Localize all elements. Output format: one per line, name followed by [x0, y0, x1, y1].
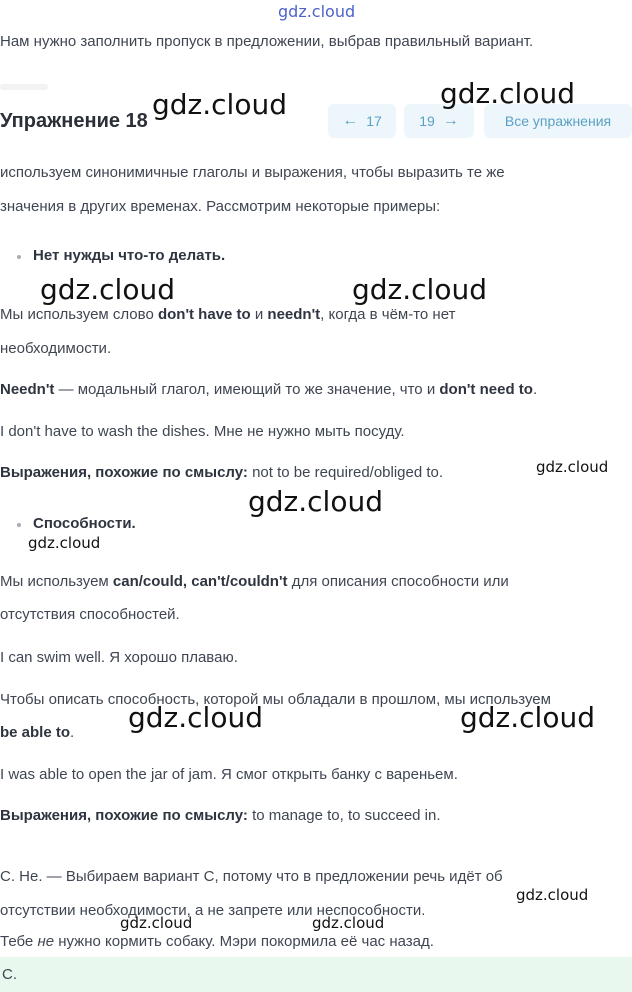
paragraph-1-line-1: используем синонимичные глаголы и выражения, чтобы выразить те же	[0, 164, 505, 181]
paragraph-6-line-1: Мы используем can/could, can't/couldn't для описания способности или	[0, 573, 509, 590]
arrow-right-icon: →	[442, 112, 459, 129]
prev-exercise-button[interactable]	[328, 104, 396, 138]
paragraph-6-line-2: отсутствия способностей.	[0, 606, 180, 623]
watermark: gdz.cloud	[460, 701, 595, 734]
example-2: I can swim well. Я хорошо плаваю.	[0, 649, 238, 666]
paragraph-2-line-2: необходимости.	[0, 340, 112, 357]
example-3: I was able to open the jar of jam. Я смог открыть банку с вареньем.	[0, 766, 458, 783]
translation: Тебе не нужно кормить собаку. Мэри покормила её час назад.	[0, 933, 434, 950]
watermark: gdz.cloud	[516, 886, 589, 904]
explanation-line-1: C. Не. — Выбираем вариант C, потому что в предложении речь идёт об	[0, 868, 503, 885]
paragraph-8-line-2: be able to.	[0, 724, 75, 741]
paragraph-2-line-1: Мы используем слово don't have to и needn't, когда в чём-то нет	[0, 306, 456, 323]
bullet-2-text: Способности.	[33, 515, 136, 532]
paragraph-8-line-1: Чтобы описать способность, которой мы обладали в прошлом, мы используем	[0, 691, 551, 708]
intro-text: Нам нужно заполнить пропуск в предложении, выбрав правильный вариант.	[0, 33, 534, 50]
watermark: gdz.cloud	[312, 914, 385, 932]
prev-exercise-label: 17	[366, 113, 382, 129]
bullet-dot	[17, 523, 21, 527]
watermark: gdz.cloud	[40, 273, 175, 306]
watermark: gdz.cloud	[248, 485, 383, 518]
paragraph-3: Needn't — модальный глагол, имеющий то же значение, что и don't need to.	[0, 381, 538, 398]
arrow-left-icon: ←	[342, 112, 359, 129]
watermark: gdz.cloud	[440, 77, 575, 110]
all-exercises-label: Все упражнения	[504, 113, 612, 129]
watermark: gdz.cloud	[352, 273, 487, 306]
example-1: I don't have to wash the dishes. Мне не нужно мыть посуду.	[0, 423, 405, 440]
watermark: gdz.cloud	[128, 701, 263, 734]
watermark: gdz.cloud	[28, 534, 101, 552]
answer-text: C.	[2, 966, 17, 983]
watermark-top: gdz.cloud	[278, 2, 356, 21]
watermark: gdz.cloud	[120, 914, 193, 932]
page-title: Упражнение 18	[0, 110, 148, 132]
explanation-line-2: отсутствии необходимости, а не запрете или неспособности.	[0, 902, 426, 919]
watermark: gdz.cloud	[152, 88, 287, 121]
bullet-1-text: Нет нужды что-то делать.	[33, 247, 226, 264]
paragraph-10: Выражения, похожие по смыслу: to manage to, to succeed in.	[0, 807, 441, 824]
bullet-dot	[17, 255, 21, 259]
paragraph-5: Выражения, похожие по смыслу: not to be required/obliged to.	[0, 464, 444, 481]
answer-box	[0, 957, 632, 992]
paragraph-1-line-2: значения в других временах. Рассмотрим некоторые примеры:	[0, 198, 441, 215]
next-exercise-label: 19	[419, 113, 435, 129]
divider	[0, 84, 48, 90]
watermark: gdz.cloud	[536, 458, 609, 476]
